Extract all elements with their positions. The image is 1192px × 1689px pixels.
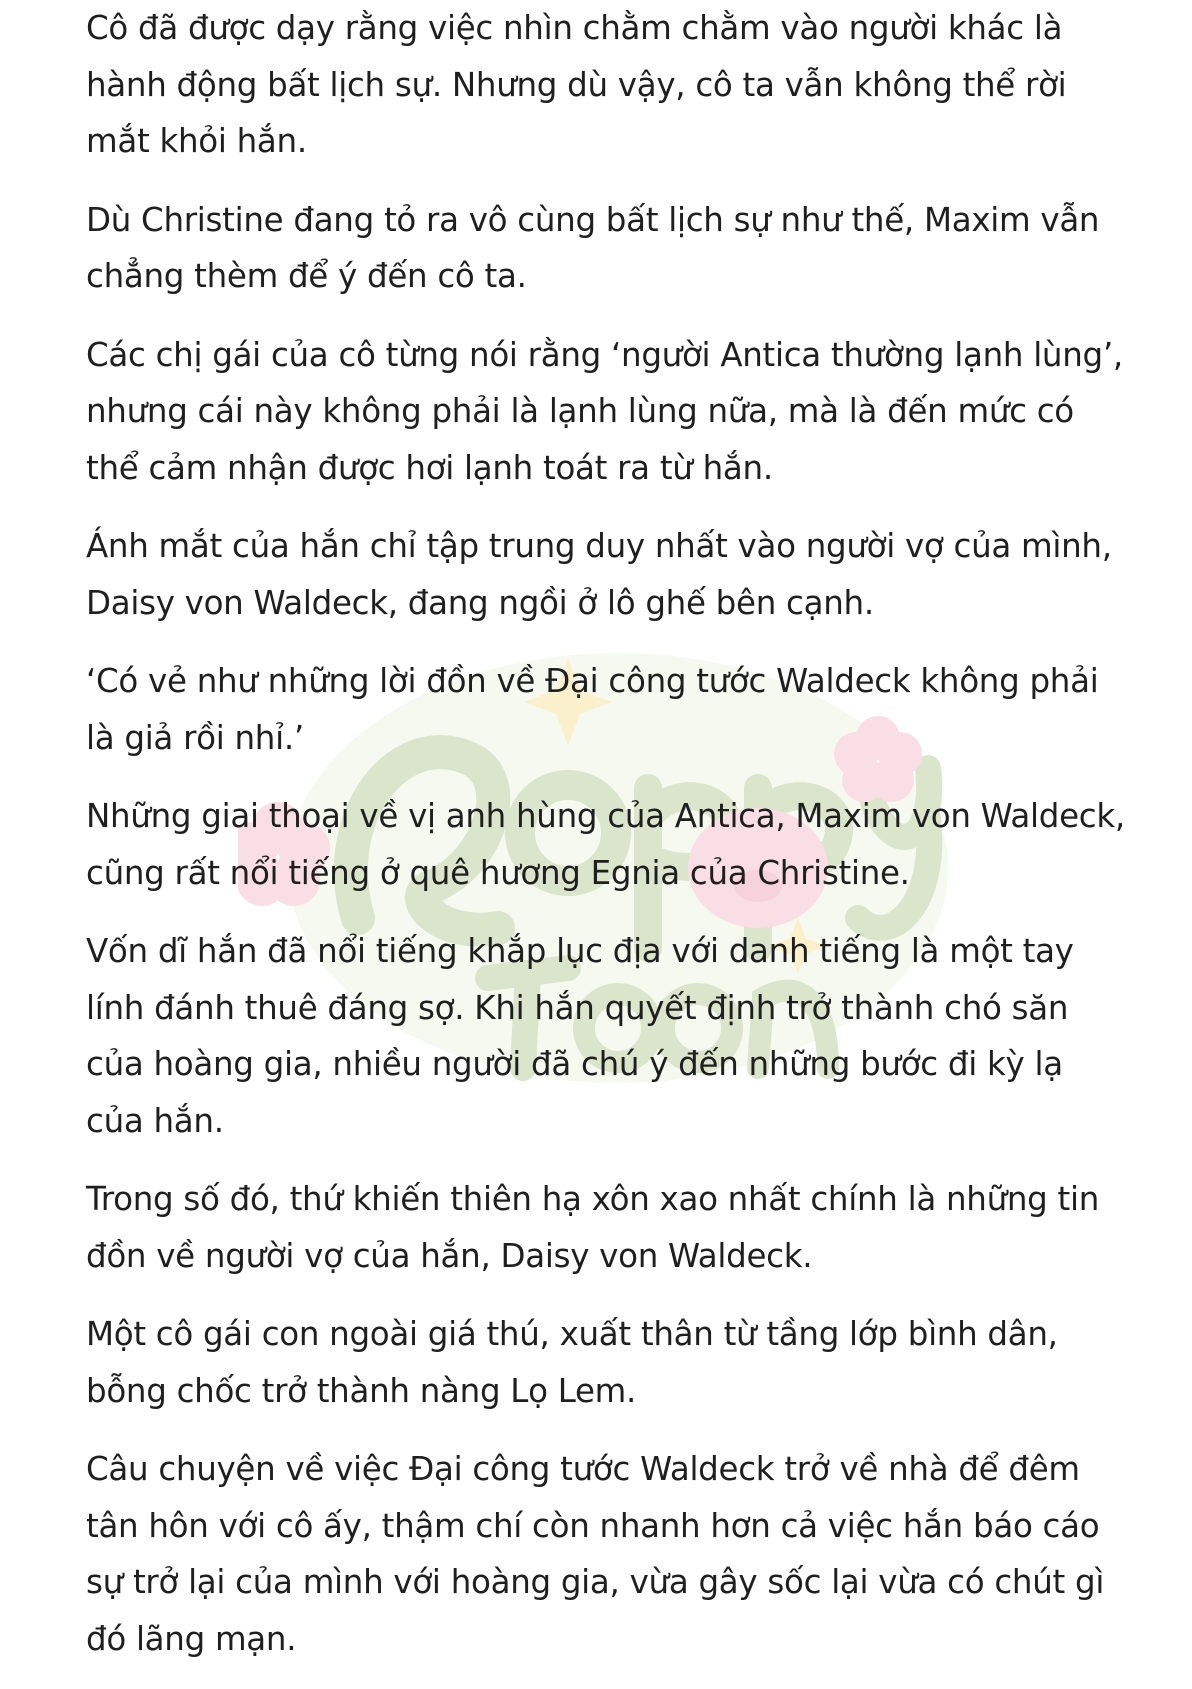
paragraph: Ánh mắt của hắn chỉ tập trung duy nhất vào người vợ của mình, Daisy von Waldeck, đang ngồi ở lô ghế bên cạnh.: [86, 527, 1112, 622]
paragraph: Cô đã được dạy rằng việc nhìn chằm chằm vào người khác là hành động bất lịch sự. Nhưng dù vậy, cô ta vẫn không thể rời mắt khỏi hắn.: [86, 9, 1067, 160]
paragraph: Vốn dĩ hắn đã nổi tiếng khắp lục địa với danh tiếng là một tay lính đánh thuê đáng sợ. Khi hắn quyết định trở thành chó săn của hoàng gia, nhiều người đã chú ý đến những bước đi kỳ lạ của hắn.: [86, 932, 1074, 1140]
paragraph: Trong số đó, thứ khiến thiên hạ xôn xao nhất chính là những tin đồn về người vợ của hắn, Daisy von Waldeck.: [86, 1180, 1099, 1275]
article-body: [86, 0, 1126, 1689]
paragraph: Dù Christine đang tỏ ra vô cùng bất lịch sự như thế, Maxim vẫn chẳng thèm để ý đến cô ta.: [86, 200, 1100, 295]
paragraph: ‘Có vẻ như những lời đồn về Đại công tước Waldeck không phải là giả rồi nhỉ.’: [86, 662, 1099, 757]
paragraph: Câu chuyện về việc Đại công tước Waldeck trở về nhà để đêm tân hôn với cô ấy, thậm chí còn nhanh hơn cả việc hắn báo cáo sự trở lại của mình với hoàng gia, vừa gây sốc lại vừa có chút gì đó lãng mạn.: [86, 1450, 1105, 1658]
paragraph: Những giai thoại về vị anh hùng của Antica, Maxim von Waldeck, cũng rất nổi tiếng ở quê hương Egnia của Christine.: [86, 797, 1125, 892]
paragraph: Các chị gái của cô từng nói rằng ‘người Antica thường lạnh lùng’, nhưng cái này không phải là lạnh lùng nữa, mà là đến mức có thể cảm nhận được hơi lạnh toát ra từ hắn.: [86, 335, 1123, 487]
paragraph: Một cô gái con ngoài giá thú, xuất thân từ tầng lớp bình dân, bỗng chốc trở thành nàng Lọ Lem.: [86, 1315, 1058, 1410]
